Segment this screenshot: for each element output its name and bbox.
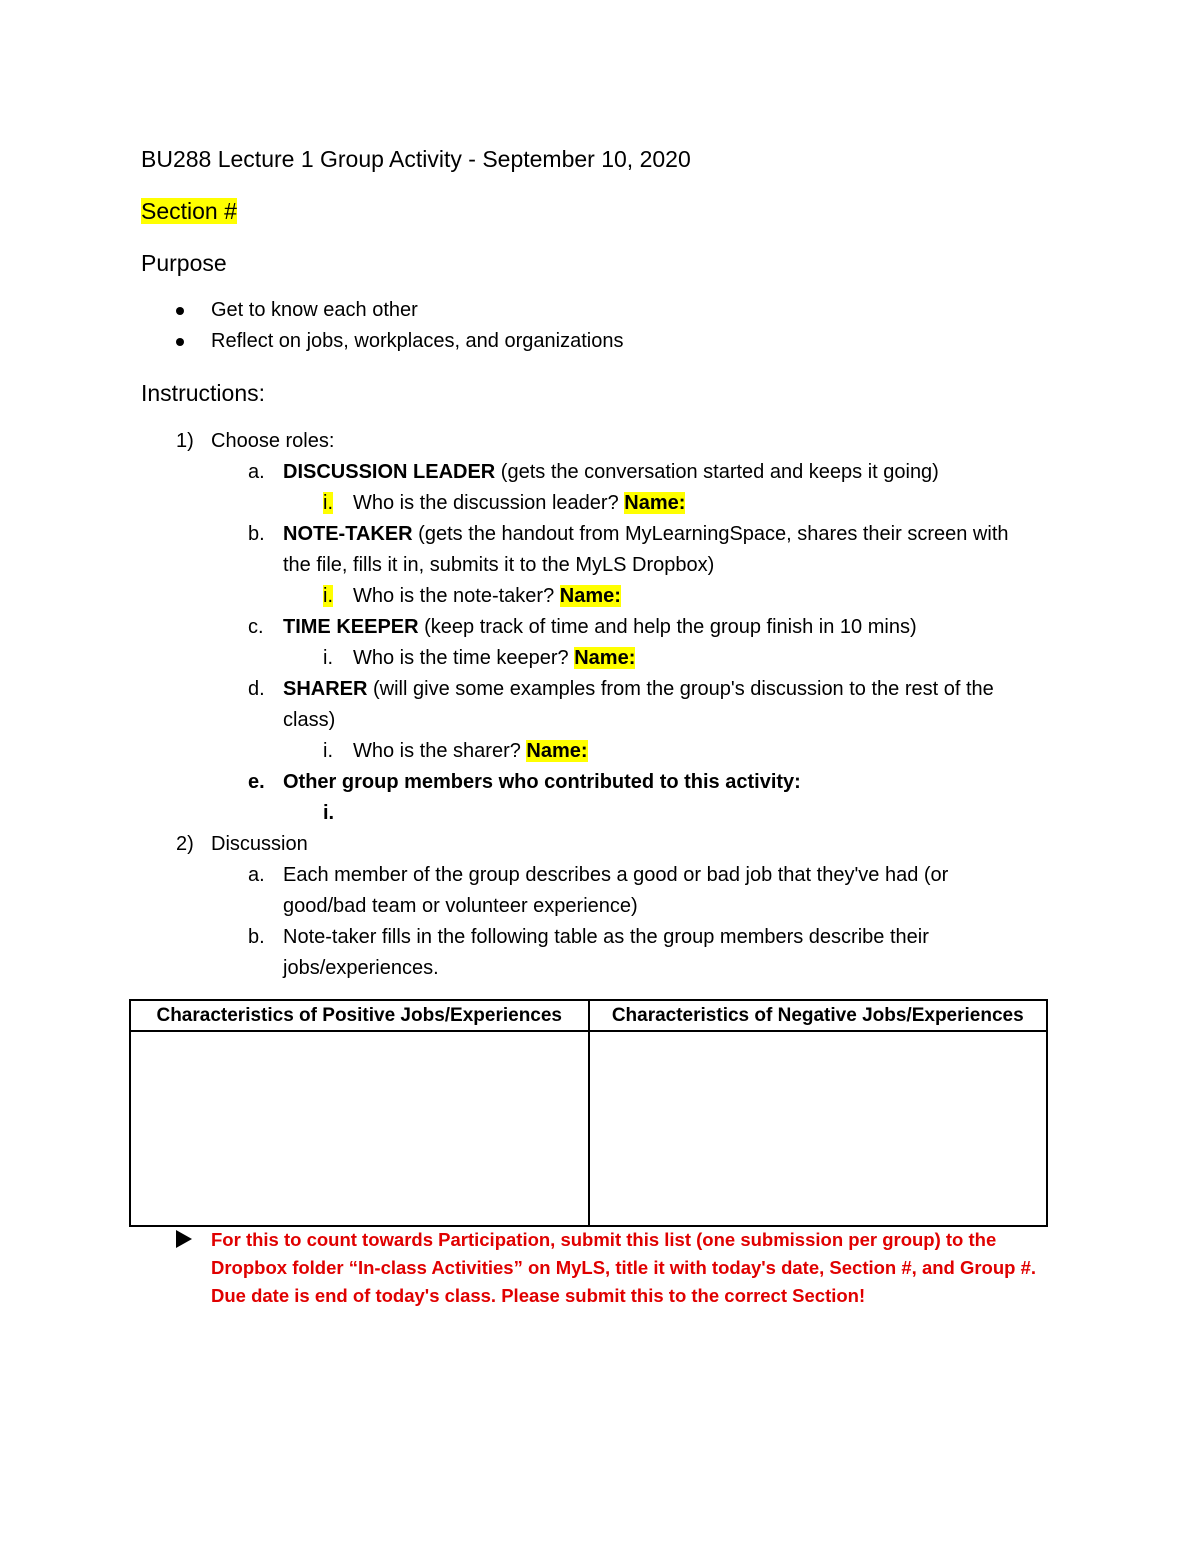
role-sharer-desc-cont: class): [283, 709, 336, 731]
role-name: NOTE-TAKER: [283, 523, 413, 545]
answer-name-field[interactable]: Name:: [574, 647, 636, 669]
discussion-a-marker: a.: [248, 864, 265, 886]
role-d-marker: d.: [248, 678, 265, 700]
role-name: DISCUSSION LEADER: [283, 461, 496, 483]
answer-name-field[interactable]: Name:: [559, 585, 621, 607]
document-title: BU288 Lecture 1 Group Activity - September 10, 2020: [141, 146, 691, 172]
role-desc: (gets the handout from MyLearningSpace, shares their screen with: [412, 523, 1009, 545]
discussion-a-line1: Each member of the group describes a good or bad job that they've had (or: [283, 864, 949, 886]
role-note-taker: [283, 523, 1009, 546]
discussion-a-line2: good/bad team or volunteer experience): [283, 895, 638, 917]
question-marker: i.: [323, 492, 333, 514]
answer-name-field[interactable]: Name:: [526, 740, 588, 762]
section-label: [141, 198, 237, 224]
role-name: TIME KEEPER: [283, 616, 419, 638]
step-2-text: Discussion: [211, 833, 308, 855]
characteristics-table: [129, 999, 1048, 1227]
bullet-icon: [176, 338, 184, 346]
question-note-taker: [353, 585, 621, 608]
purpose-bullet-1: Get to know each other: [211, 299, 418, 321]
other-members-label: Other group members who contributed to this activity:: [283, 771, 801, 793]
step-1-marker: 1): [176, 430, 194, 452]
question-time-keeper: [353, 647, 635, 670]
role-discussion-leader: [283, 461, 939, 484]
question-marker: i.: [323, 647, 333, 669]
instructions-heading: Instructions:: [141, 380, 265, 406]
role-b-marker: b.: [248, 523, 265, 545]
question-sharer: [353, 740, 588, 763]
role-note-taker-desc-cont: the file, fills it in, submits it to the MyLS Dropbox): [283, 554, 715, 576]
positive-characteristics-cell[interactable]: [130, 1031, 589, 1226]
role-c-marker: c.: [248, 616, 264, 638]
step-2-marker: 2): [176, 833, 194, 855]
question-text: Who is the sharer?: [353, 740, 521, 762]
step-1-text: Choose roles:: [211, 430, 335, 452]
question-marker: i.: [323, 585, 333, 607]
purpose-bullet-2: Reflect on jobs, workplaces, and organizations: [211, 330, 624, 352]
note-line-1: For this to count towards Participation, submit this list (one submission per group) to the: [211, 1229, 997, 1250]
role-e-marker: e.: [248, 771, 265, 793]
role-desc: (gets the conversation started and keeps it going): [495, 461, 939, 483]
positive-column-header: Characteristics of Positive Jobs/Experiences: [130, 1000, 589, 1031]
purpose-heading: Purpose: [141, 250, 227, 276]
role-name: SHARER: [283, 678, 368, 700]
question-discussion-leader: [353, 492, 685, 515]
role-time-keeper: [283, 616, 917, 639]
role-desc: (keep track of time and help the group finish in 10 mins): [418, 616, 917, 638]
other-members-sub-marker: i.: [323, 802, 335, 824]
question-text: Who is the time keeper?: [353, 647, 569, 669]
question-marker: i.: [323, 740, 333, 762]
negative-characteristics-cell[interactable]: [589, 1031, 1048, 1226]
role-desc: (will give some examples from the group's discussion to the rest of the: [367, 678, 994, 700]
question-text: Who is the note-taker?: [353, 585, 555, 607]
role-a-marker: a.: [248, 461, 265, 483]
discussion-b-marker: b.: [248, 926, 265, 948]
role-sharer: [283, 678, 994, 701]
negative-column-header: Characteristics of Negative Jobs/Experiences: [589, 1000, 1048, 1031]
discussion-b-line1: Note-taker fills in the following table as the group members describe their: [283, 926, 929, 948]
question-text: Who is the discussion leader?: [353, 492, 619, 514]
discussion-b-line2: jobs/experiences.: [283, 957, 439, 979]
bullet-icon: [176, 307, 184, 315]
answer-name-field[interactable]: Name:: [624, 492, 686, 514]
note-line-2: Dropbox folder “In-class Activities” on MyLS, title it with today's date, Section #, and Group #.: [211, 1257, 1037, 1278]
arrow-bullet-icon: [176, 1230, 192, 1248]
note-line-3: Due date is end of today's class. Please submit this to the correct Section!: [211, 1285, 866, 1306]
section-highlight: Section #: [141, 198, 237, 224]
